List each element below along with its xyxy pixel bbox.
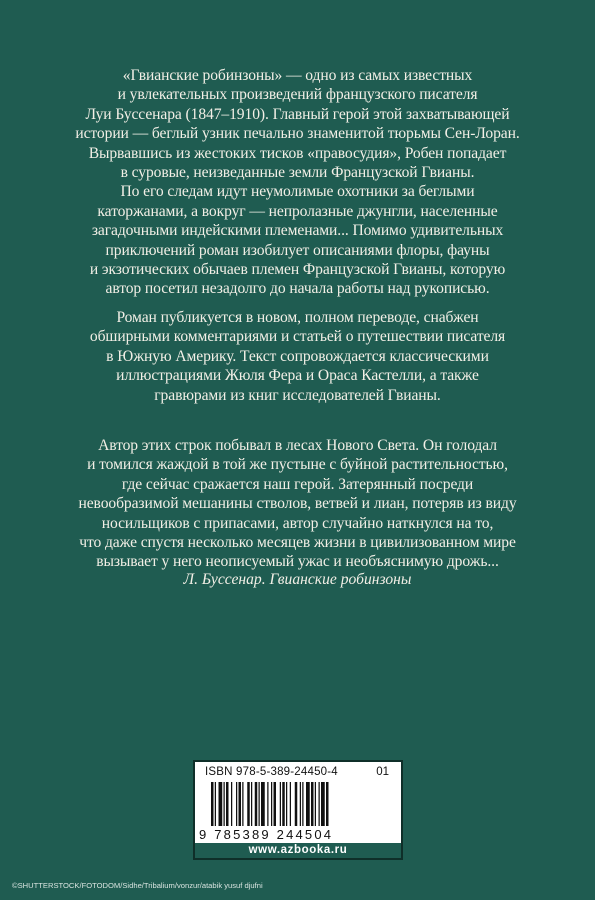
barcode-bar <box>231 782 232 826</box>
barcode-digits: 9 785389 244504 <box>199 827 334 842</box>
text-line: загадочными индейскими племенами... Помимо удивительных <box>91 222 504 240</box>
barcode-bar <box>239 782 242 826</box>
text-line: иллюстрациями Жюля Фера и Ораса Кастелли, а также <box>116 367 479 385</box>
text-line: и экзотических обычаев племен Французской Гвианы, которую <box>89 261 506 279</box>
barcode-bar <box>251 782 252 826</box>
text-line: Луи Буссенара (1847–1910). Главный герой этой захватывающей <box>85 105 510 123</box>
barcode-bar <box>226 782 229 826</box>
text-line: каторжанами, а вокруг — непролазные джунгли, населенные <box>97 202 498 220</box>
barcode-bar <box>302 782 303 826</box>
text-line: вызывает у него неописуемый ужас и необъяснимую дрожь... <box>96 553 499 571</box>
text-line: приключений роман изобилует описаниями флоры, фауны <box>105 241 490 259</box>
barcode-bar <box>236 782 237 826</box>
barcode-bar <box>300 782 301 826</box>
barcode-bar <box>315 782 316 826</box>
barcode-bar <box>306 782 310 826</box>
barcode-bar <box>286 782 287 826</box>
publisher-website: www.azbooka.ru <box>195 843 401 858</box>
barcode-bar <box>274 782 277 826</box>
description-paragraph-2 <box>40 308 555 405</box>
text-line: и томился жаждой в той же пустыне с буйной растительностью, <box>87 456 508 474</box>
text-line: «Гвианские робинзоны» — одно из самых известных <box>122 67 473 84</box>
barcode-bar <box>282 782 285 826</box>
text-line: автор посетил незадолго до начала работы над рукописью. <box>105 280 490 298</box>
image-credits: ©SHUTTERSTOCK/FOTODOM/Sidhe/Tribalium/vonzur/atabik yusuf djufni <box>12 881 263 890</box>
text-line: истории — беглый узник печально знаменитой тюрьмы Сен-Лоран. <box>75 125 520 143</box>
barcode-bar <box>290 782 291 826</box>
text-line: Вырвавшись из жестоких тисков «правосудия», Робен попадает <box>88 144 507 162</box>
text-line: обширными комментариями и статьей о путешествии писателя <box>89 328 506 346</box>
barcode-bars <box>209 782 391 826</box>
barcode-bar <box>280 782 281 826</box>
barcode-bar <box>261 782 265 826</box>
barcode-bar <box>267 782 268 826</box>
barcode-bar <box>259 782 260 826</box>
barcode-bar <box>271 782 272 826</box>
barcode-bar <box>321 782 325 826</box>
text-line: и увлекательных произведений французского писателя <box>117 86 478 104</box>
barcode-panel <box>193 760 403 860</box>
barcode-bar <box>211 782 214 826</box>
barcode-bar <box>319 782 320 826</box>
isbn-label: ISBN 978-5-389-24450-4 <box>205 766 338 778</box>
text-line: носильщиков с припасами, автор случайно наткнулся на то, <box>101 514 494 532</box>
description-paragraph-1 <box>40 66 555 299</box>
barcode-bar <box>295 782 298 826</box>
barcode-bar <box>255 782 258 826</box>
text-line: что даже спустя несколько месяцев жизни в цивилизованном мире <box>79 534 516 552</box>
quote-paragraph <box>40 436 555 572</box>
barcode-bar <box>224 782 225 826</box>
barcode-bar <box>247 782 250 826</box>
text-line: в суровые, неизведанные земли Французской Гвианы. <box>120 164 475 182</box>
barcode-bar <box>215 782 216 826</box>
text-line: Роман публикуется в новом, полном переводе, снабжен <box>116 309 479 326</box>
text-line: По его следам идут неумолимые охотники за беглыми <box>120 183 475 201</box>
barcode-bar <box>326 782 329 826</box>
text-line: гравюрами из книг исследователей Гвианы. <box>154 386 441 404</box>
quote-attribution: Л. Буссенар. Гвианские робинзоны <box>183 571 412 588</box>
barcode-bar <box>242 782 243 826</box>
text-line: Автор этих строк побывал в лесах Нового Света. Он голодал <box>98 437 497 454</box>
text-line: в Южную Америку. Текст сопровождается классическими <box>106 347 489 365</box>
text-line: невообразимой мешанины стволов, ветвей и лиан, потеряв из виду <box>78 495 517 513</box>
barcode-bar <box>311 782 314 826</box>
text-line: где сейчас сражается наш герой. Затерянный посреди <box>121 475 474 493</box>
barcode-bar <box>219 782 223 826</box>
isbn-addon: 01 <box>376 766 389 778</box>
